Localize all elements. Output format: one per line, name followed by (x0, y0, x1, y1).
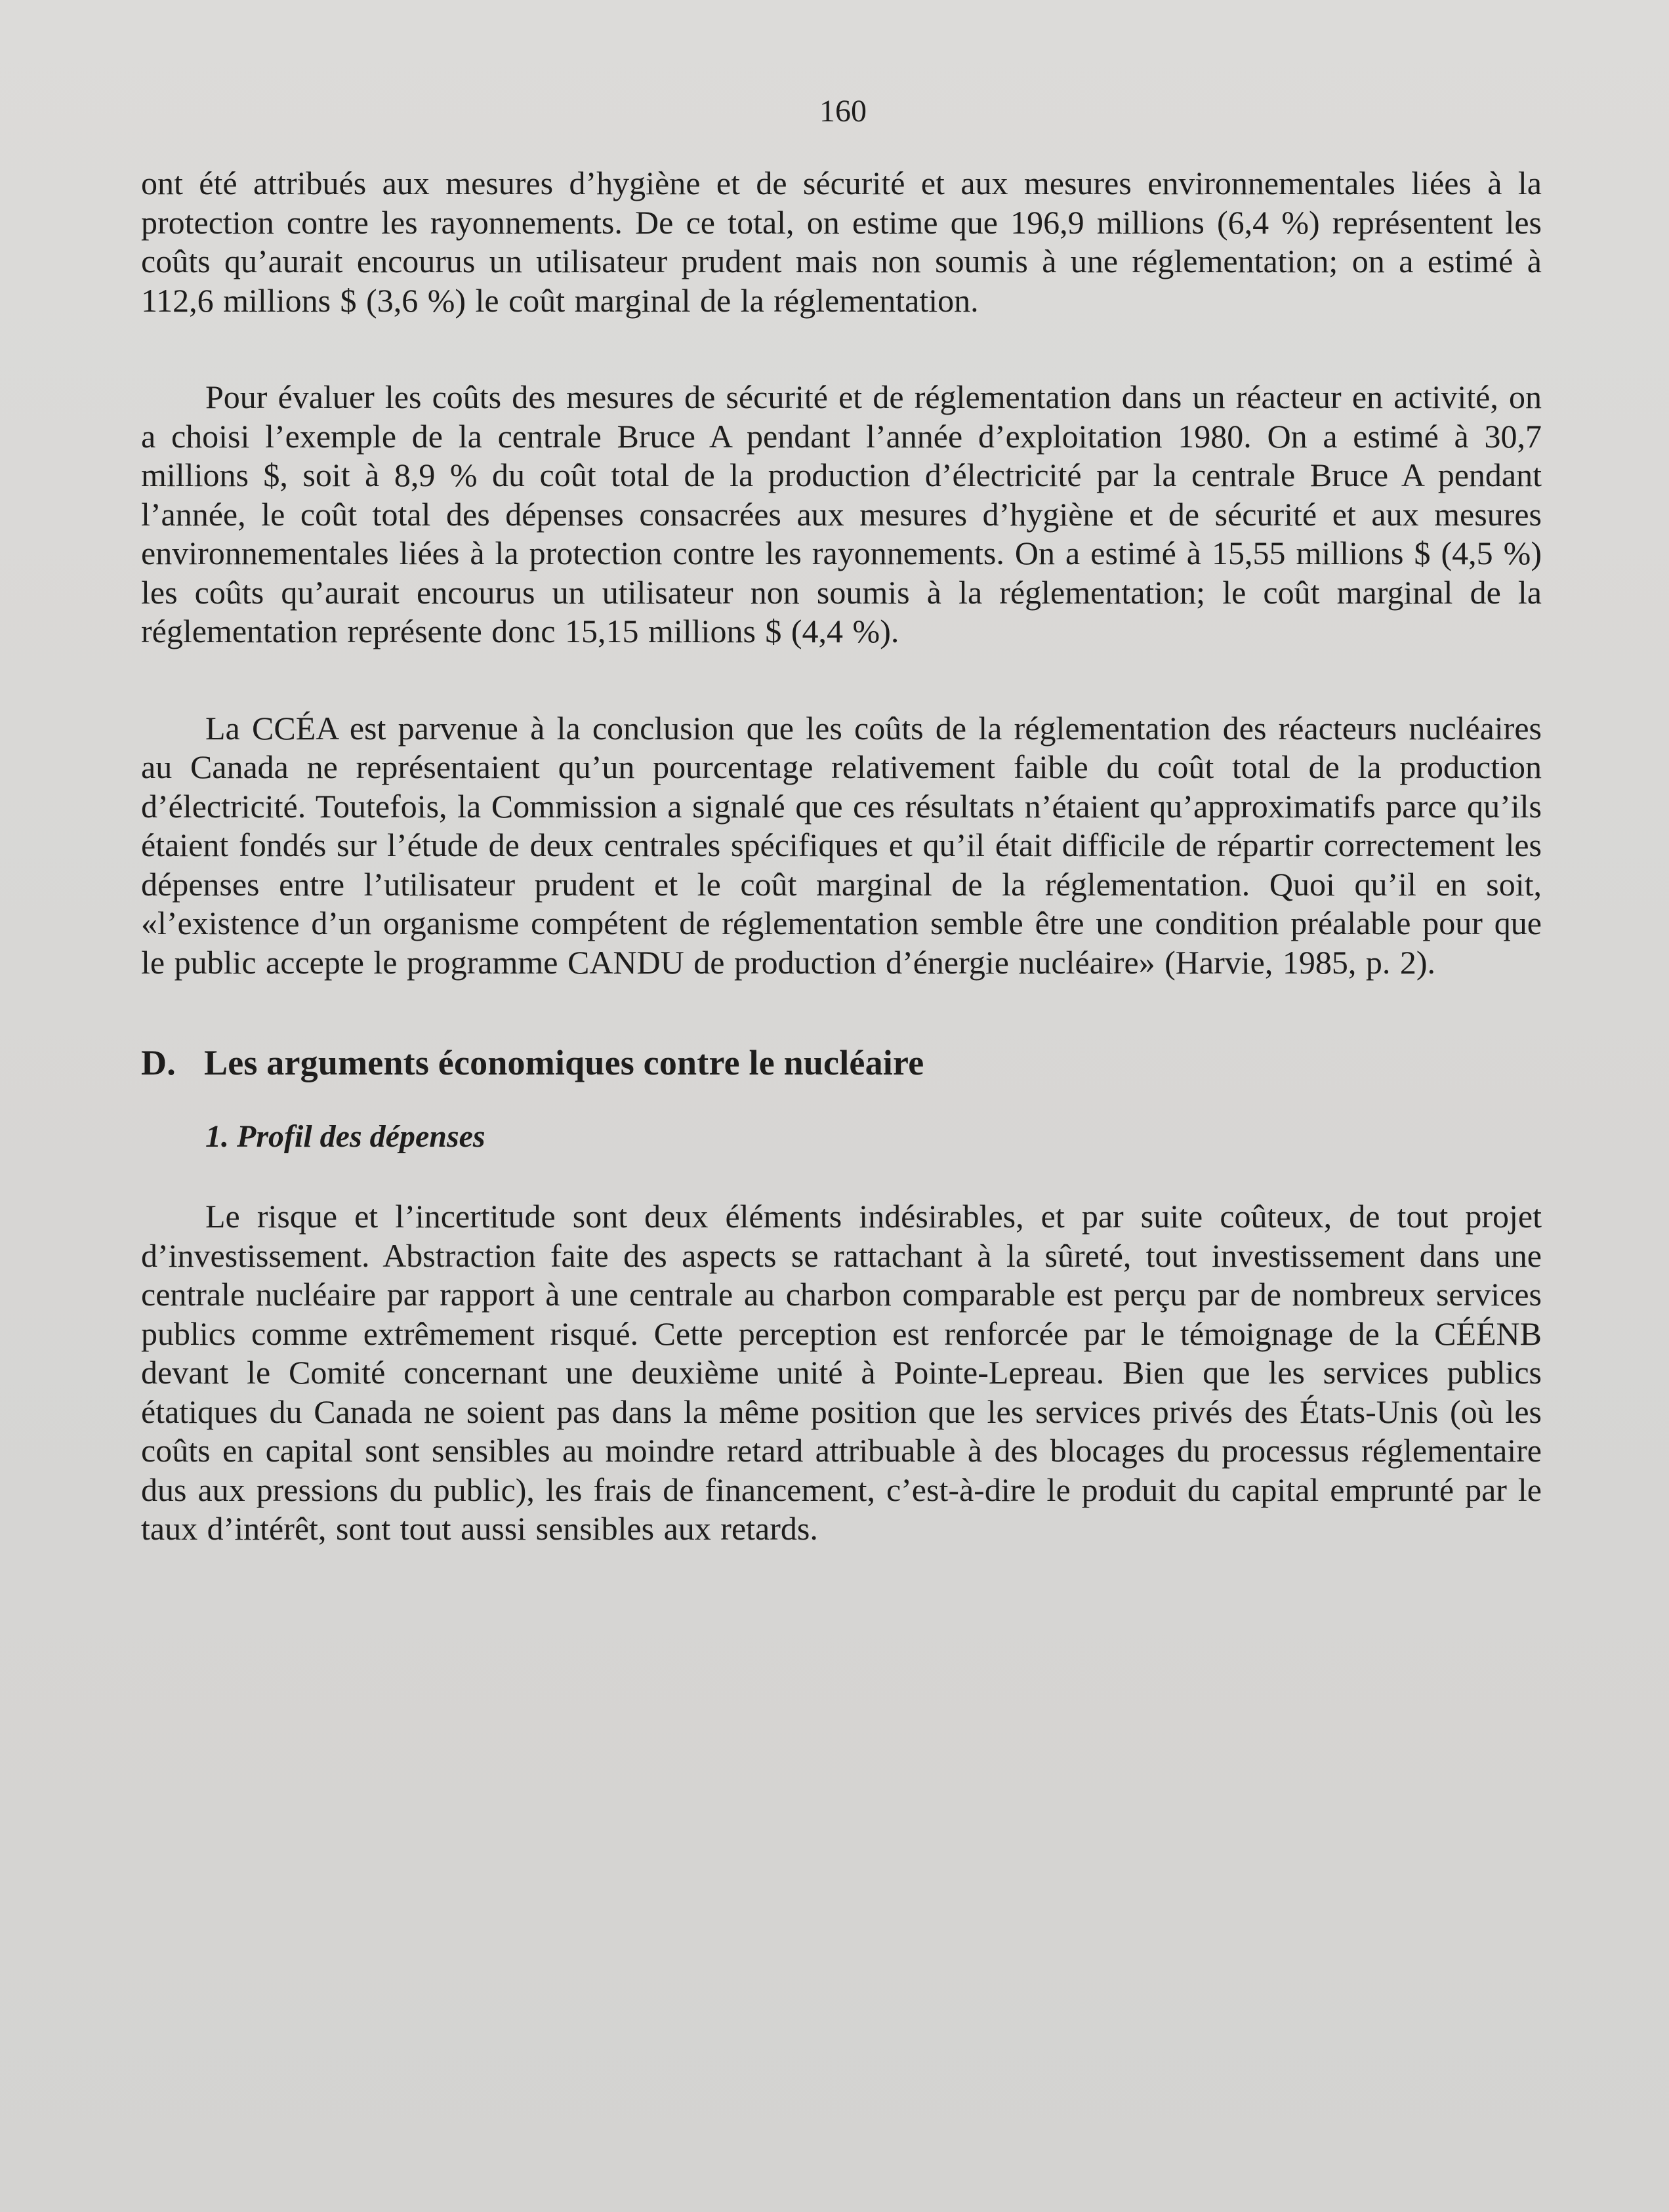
section-title: Les arguments économiques contre le nucléaire (204, 1043, 924, 1082)
section-heading (141, 1041, 1542, 1084)
page-number: 160 (819, 94, 867, 129)
paragraph-gap (141, 320, 1542, 378)
heading-gap (141, 1157, 1542, 1197)
page-content (141, 164, 1542, 1549)
section-gap (141, 982, 1542, 1041)
paragraph-bruce-a: Pour évaluer les coûts des mesures de sécurité et de réglementation dans un réacteur en activité, on a choisi l’exemple de la centrale Bruce A pendant l’année d’exploitation 1980. On a estimé à 30,7 millions $, soit à 8,9 % du coût total de la production d’électricité par la centrale Bruce A pendant l’année, le coût total des dépenses consacrées aux mesures d’hygiène et de sécurité et aux mesures environnementales liées à la protection contre les rayonnements. On a estimé à 15,55 millions $ (4,5 %) les coûts qu’aurait encourus un utilisateur non soumis à la réglementation; le coût marginal de la réglementation représente donc 15,15 millions $ (4,4 %). (141, 379, 1542, 649)
paragraph-risk: Le risque et l’incertitude sont deux éléments indésirables, et par suite coûteux, de tout projet d’investissement. Abstraction faite des aspects se rattachant à la sûreté, tout investissement dans une centrale nucléaire par rapport à une centrale au charbon comparable est perçu par de nombreux services publics comme extrêmement risqué. Cette perception est renforcée par le témoignage de la CÉÉNB devant le Comité concernant une deuxième unité à Pointe-Lepreau. Bien que les services publics étatiques du Canada ne soient pas dans la même position que les services privés des États-Unis (où les coûts en capital sont sensibles au moindre retard attribuable à des blocages du processus réglementaire dus aux pressions du public), les frais de financement, c’est-à-dire le produit du capital emprunté par le taux d’intérêt, sont tout aussi sensibles aux retards. (141, 1198, 1542, 1547)
paragraph-ccea-conclusion: La CCÉA est parvenue à la conclusion que les coûts de la réglementation des réacteurs nucléaires au Canada ne représentaient qu’un pourcentage relativement faible du coût total de la production d’électricité. Toutefois, la Commission a signalé que ces résultats n’étaient qu’approximatifs parce qu’ils étaient fondés sur l’étude de deux centrales spécifiques et qu’il était difficile de répartir correctement les dépenses entre l’utilisateur prudent et le coût marginal de la réglementation. Quoi qu’il en soit, «l’existence d’un organisme compétent de réglementation semble être une condition préalable pour que le public accepte le programme CANDU de production d’énergie nucléaire» (Harvie, 1985, p. 2). (141, 709, 1542, 981)
paragraph-gap (141, 651, 1542, 709)
heading-gap (141, 1084, 1542, 1117)
paragraph-continued: ont été attribués aux mesures d’hygiène et de sécurité et aux mesures environnementales liées à la protection contre les rayonnements. De ce total, on estime que 196,9 millions (6,4 %) représentent les coûts qu’aurait encourus un utilisateur prudent mais non soumis à une réglementation; on a estimé à 112,6 millions $ (3,6 %) le coût marginal de la réglementation. (141, 165, 1542, 319)
section-letter: D. (141, 1043, 176, 1082)
subsection-heading: 1. Profil des dépenses (205, 1119, 485, 1154)
